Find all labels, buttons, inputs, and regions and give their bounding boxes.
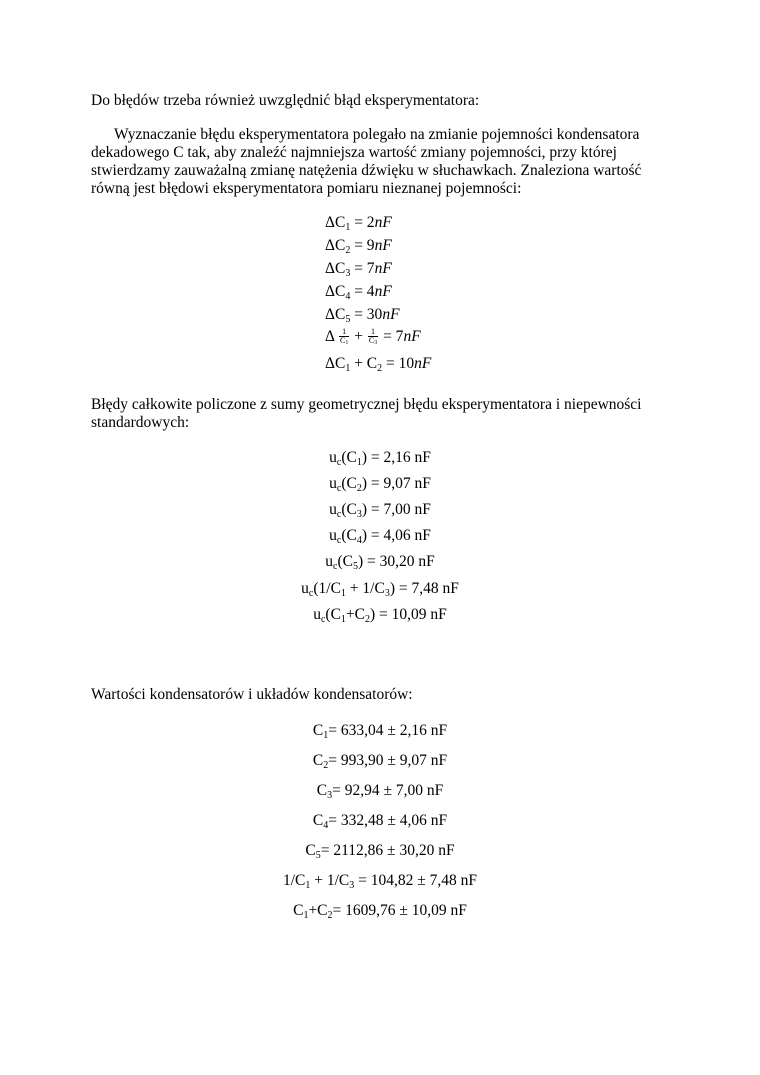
fraction-1-c3: $\frac{1}{C_3}$ — [368, 327, 378, 346]
total-errors-heading-line-2: standardowych: — [91, 414, 190, 431]
uc-item: $u_c(C_2) = 9,07$ nF — [329, 475, 431, 494]
value-item: $C_2= 993,90 \pm 9,07$ nF — [312, 752, 448, 771]
total-errors-heading-line-1: Błędy całkowite policzone z sumy geometrycznej błędu eksperymentatora i niepewności — [91, 396, 642, 413]
uc-item: $u_c(C_1+C_2) = 10,09$ nF — [313, 606, 447, 625]
fraction-1-c1: $\frac{1}{C_1}$ — [340, 327, 349, 346]
uc-item: $u_c(C_4) = 4,06$ nF — [329, 527, 431, 546]
delta-c2: $\Delta C_2 = 9nF$ — [325, 237, 392, 256]
uc-item: $u_c(C_1) = 2,16$ nF — [329, 449, 431, 468]
uc-item: $u_c(C_5) = 30,20$ nF — [325, 553, 435, 572]
values-heading: Wartości kondensatorów i układów kondensatorów: — [91, 686, 413, 703]
uc-item: $u_c(C_3) = 7,00$ nF — [329, 501, 431, 520]
value-item: $1/C_1 + 1/C_3 = 104,82 \pm 7,48$ nF — [282, 872, 478, 891]
value-item: $C_4= 332,48 \pm 4,06$ nF — [312, 812, 448, 831]
value-item: $C_5= 2112,86 \pm 30,20$ nF — [305, 842, 455, 861]
delta-c1: $\Delta C_1 = 2nF$ — [325, 214, 392, 233]
paragraph-line-1: Wyznaczanie błędu eksperymentatora polegało na zmianie pojemności kondensatora — [114, 126, 640, 143]
delta-c3: $\Delta C_3 = 7nF$ — [325, 260, 392, 279]
intro-text: Do błędów trzeba również uwzględnić błąd eksperymentatora: — [91, 92, 480, 109]
delta-c5: $\Delta C_5 = 30nF$ — [325, 306, 400, 325]
paragraph-line-4: równą jest błędowi eksperymentatora pomiaru nieznanej pojemności: — [91, 180, 522, 197]
value-item: $C_1+C_2= 1609,76 \pm 10,09$ nF — [293, 902, 467, 921]
delta-reciprocal-sum: Δ $\frac{1}{C_1}$ + $\frac{1}{C_3}$ = 7nF — [325, 327, 421, 346]
value-item: $C_3= 92,94 \pm 7,00$ nF — [316, 782, 444, 801]
paragraph-line-2: dekadowego C tak, aby znaleźć najmniejsza wartość zmiany pojemności, przy której — [91, 144, 617, 161]
paragraph-line-3: stwierdzamy zauważalną zmianę natężenia dźwięku w słuchawkach. Znaleziona wartość — [91, 162, 642, 179]
value-item: $C_1= 633,04 \pm 2,16$ nF — [312, 722, 448, 741]
delta-series-sum: $\Delta C_1 + C_2 = 10nF$ — [325, 355, 432, 374]
uc-item: $u_c(1/C_1 + 1/C_3) = 7,48$ nF — [301, 580, 459, 599]
delta-c4: $\Delta C_4 = 4nF$ — [325, 283, 392, 302]
